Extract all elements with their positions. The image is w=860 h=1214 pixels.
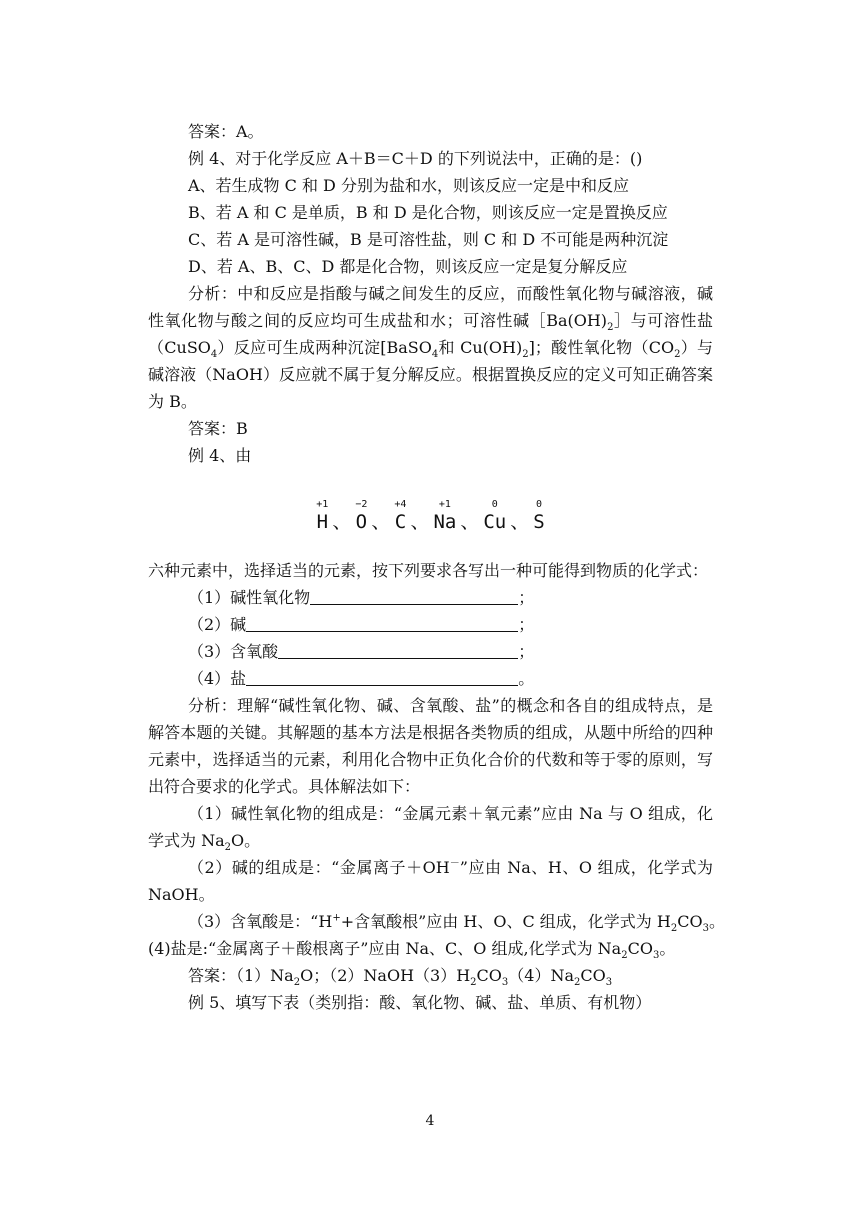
subscript: 2 [470,977,477,989]
element-row [316,499,544,533]
solution-text: ”应由 Na、H、O 组成，化学式为 NaOH。 [148,858,713,904]
element-symbol: C [394,511,407,533]
separator: 、 [371,511,391,533]
separator: 、 [460,511,480,533]
analysis-text: ）反应可生成两种沉淀[BaSO [217,338,432,357]
answer-blank-1[interactable] [310,586,518,605]
subscript: 2 [293,977,301,989]
answer-text: O；（2）NaOH（3）H [300,966,471,985]
answer-ex4: 答案：B [188,419,248,438]
answer-ex4b [148,962,713,989]
subscript: 2 [574,977,581,989]
subscript: 4 [431,349,439,361]
option-c: C、若 A 是可溶性碱，B 是可溶性盐，则 C 和 D 不可能是两种沉淀 [188,230,669,249]
answer-ex3: 答案：A。 [188,122,264,141]
answer-blank-3[interactable] [278,640,518,659]
analysis-ex4 [148,280,713,415]
element-symbol: H [316,511,329,533]
example4-title: 例 4、对于化学反应 A＋B＝C＋D 的下列说法中，正确的是：() [188,149,643,168]
subscript: 2 [224,842,232,854]
page-content [148,118,725,1016]
analysis-text: 和 Cu(OH) [438,338,523,357]
answer-text: （4）Na [508,966,574,985]
punct: ； [518,615,535,634]
answer-text: CO [580,966,606,985]
solution-text: （2）碱的组成是：“金属离子＋OH [188,858,450,877]
solution-2 [148,854,713,908]
punct: 。 [518,669,535,688]
element-symbol: O [355,511,368,533]
analysis-text: ）与碱溶液（NaOH）反应就不属于复分解反应。根据置换反应的定义可知正确答案为 B。 [148,338,713,411]
element-symbol: Cu [483,511,507,533]
separator: 、 [332,511,352,533]
valence-label: 0 [491,499,498,510]
solution-text: 。 [659,939,676,958]
question-text: 六种元素中，选择适当的元素，按下列要求各写出一种可能得到物质的化学式： [148,561,709,580]
solution-text: （3）含氧酸是：“H [188,912,333,931]
subscript: 4 [210,349,218,361]
question-3 [148,638,713,665]
question-1-label: （1）碱性氧化物 [188,588,311,607]
solution-text: 。 [708,912,725,931]
page-number: 4 [425,1113,435,1129]
element-s [533,499,544,533]
analysis-ex4b: 分析：理解“碱性氧化物、碱、含氧酸、盐”的概念和各自的组成特点，是解答本题的关键。其解题的基本方法是根据各类物质的组成，从题中所给的四种元素中，选择适当的元素，利用化合物中正负化合价的代数和等于零的原则，写出符合要求的化学式。具体解法如下： [148,696,713,796]
solution-text: （1）碱性氧化物的组成是：“金属元素＋氧元素”应由 Na 与 O 组成，化学式为 Na [148,804,713,850]
element-symbol: Na [433,511,457,533]
subscript: 2 [670,923,678,935]
solution-text: O。 [231,831,261,850]
element-valence-figure [148,469,713,557]
question-4 [148,665,713,692]
solution-text: (4)盐是:“金属离子＋酸根离子”应由 Na、C、O 组成,化学式为 Na [148,939,622,958]
subscript: 2 [621,950,628,962]
valence-label: +1 [438,499,451,510]
solution-text: +含氧酸根”应由 H、O、C 组成，化学式为 H [340,912,671,931]
answer-text: CO [476,966,502,985]
subscript: 3 [652,950,660,962]
separator: 、 [410,511,430,533]
element-cu [483,499,506,533]
valence-label: 0 [535,499,542,510]
separator: 、 [510,511,530,533]
analysis-text: ]；酸性氧化物（CO [528,338,675,357]
subscript: 3 [605,977,613,989]
answer-blank-4[interactable] [246,667,518,686]
punct: ； [518,588,535,607]
valence-label: −2 [355,499,368,510]
question-2-label: （2）碱 [188,615,247,634]
solution-3 [148,908,725,935]
option-d: D、若 A、B、C、D 都是化合物，则该反应一定是复分解反应 [188,257,628,276]
option-b: B、若 A 和 C 是单质，B 和 D 是化合物，则该反应一定是置换反应 [188,203,668,222]
element-na [433,499,456,533]
question-2 [148,611,713,638]
valence-label: +4 [394,499,407,510]
answer-blank-2[interactable] [246,613,518,632]
subscript: 3 [702,923,709,935]
question-4-label: （4）盐 [188,669,247,688]
subscript: 2 [522,349,529,361]
answer-text: 答案：（1）Na [188,966,294,985]
superscript: － [449,858,460,870]
punct: ； [518,642,535,661]
element-h [316,499,328,533]
solution-1 [148,800,713,854]
subscript: 2 [674,349,681,361]
superscript: + [332,912,341,924]
valence-label: +1 [316,499,329,510]
element-o [355,499,367,533]
analysis-text: ］与可溶性盐（CuSO [148,311,713,357]
element-symbol: S [533,511,545,533]
solution-4 [148,935,713,962]
solution-text: CO [677,912,703,931]
element-c [394,499,406,533]
example4b-title: 例 4、由 [188,446,252,465]
example5-title: 例 5、填写下表（类别指：酸、氧化物、碱、盐、单质、有机物） [188,993,652,1012]
solution-text: CO [627,939,653,958]
question-1 [148,584,713,611]
analysis-text: 分析：中和反应是指酸与碱之间发生的反应，而酸性氧化物与碱溶液，碱性氧化物与酸之间的反应均可生成盐和水；可溶性碱［Ba(OH) [148,284,713,330]
subscript: 2 [607,322,614,334]
question-3-label: （3）含氧酸 [188,642,279,661]
option-a: A、若生成物 C 和 D 分别为盐和水，则该反应一定是中和反应 [188,176,629,195]
subscript: 3 [501,977,509,989]
